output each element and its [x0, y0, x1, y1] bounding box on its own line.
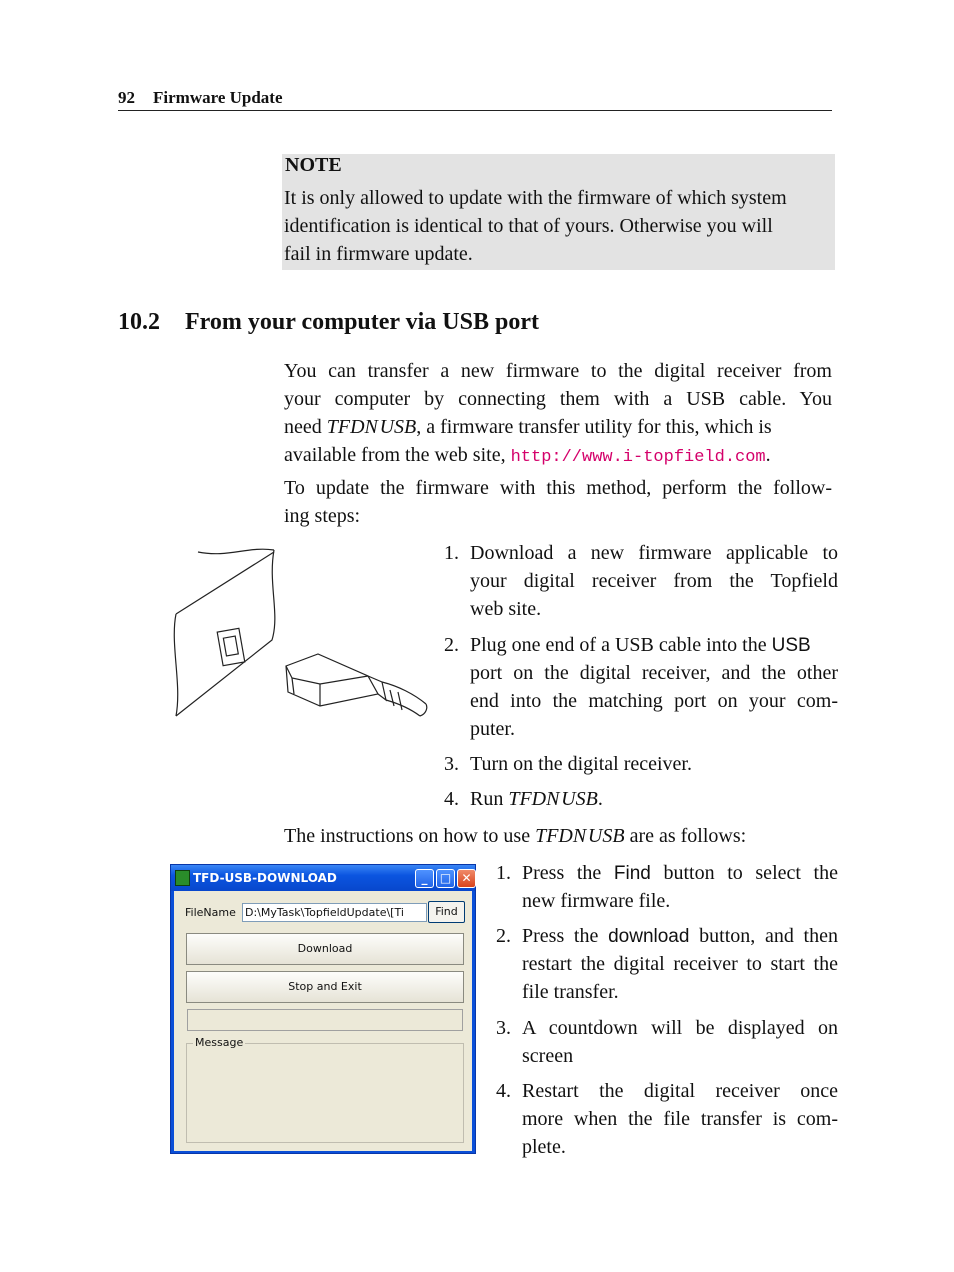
paragraph-line: You can transfer a new firmware to the digital receiver from	[284, 360, 832, 382]
paragraph-line: your computer by connecting them with a USB cable. You	[284, 388, 832, 410]
list-item: Turn on the digital receiver.	[470, 753, 692, 775]
step-number: 3.	[496, 1017, 511, 1039]
progress-bar	[187, 1009, 463, 1031]
list-item: Restart the digital receiver once	[522, 1080, 838, 1102]
window-title: TFD-USB-DOWNLOAD	[193, 871, 337, 885]
list-item: web site.	[470, 598, 542, 620]
step-number: 4.	[444, 788, 459, 810]
list-item: more when the file transfer is com-	[522, 1108, 838, 1130]
paragraph-line: To update the firmware with this method, perform the follow-	[284, 477, 832, 499]
step-number: 1.	[496, 862, 511, 884]
list-item: Run TFDN USB.	[470, 788, 603, 810]
step-number: 4.	[496, 1080, 511, 1102]
step-number: 1.	[444, 542, 459, 564]
list-item: your digital receiver from the Topfield	[470, 570, 838, 592]
window-client-area	[174, 891, 472, 1151]
note-title: NOTE	[285, 154, 342, 176]
download-button[interactable]: Download	[186, 933, 464, 965]
filename-input[interactable]: D:\MyTask\TopfieldUpdate\[Ti	[242, 903, 427, 922]
paragraph-line: ing steps:	[284, 505, 361, 527]
section-number: 10.2	[118, 309, 160, 335]
list-item: A countdown will be displayed on	[522, 1017, 838, 1039]
window-titlebar[interactable]	[171, 865, 475, 891]
message-group	[186, 1036, 464, 1143]
step-number: 2.	[496, 925, 511, 947]
list-item: file transfer.	[522, 981, 619, 1003]
find-button[interactable]: Find	[428, 901, 465, 923]
paragraph-line: The instructions on how to use TFDN USB are as follows:	[284, 825, 747, 847]
chapter-title: Firmware Update	[153, 88, 283, 107]
paragraph-line: available from the web site, http://www.i-topfield.com.	[284, 444, 771, 467]
topfield-link[interactable]: http://www.i-topfield.com	[510, 448, 766, 467]
list-item: restart the digital receiver to start the	[522, 953, 838, 975]
paragraph-line: need TFDN USB, a firmware transfer utility for this, which is	[284, 416, 772, 438]
note-line: identification is identical to that of yours. Otherwise you will	[284, 215, 773, 237]
list-item: port on the digital receiver, and the other	[470, 662, 838, 684]
message-label: Message	[195, 1036, 244, 1049]
note-line: It is only allowed to update with the firmware of which system	[284, 187, 787, 209]
note-line: fail in firmware update.	[284, 243, 473, 265]
list-item: Press the download button, and then	[522, 925, 838, 947]
usb-connection-illustration	[168, 544, 430, 720]
list-item: screen	[522, 1045, 574, 1067]
note-box	[282, 154, 835, 270]
list-item: puter.	[470, 718, 515, 740]
page-number: 92	[118, 88, 135, 107]
list-item: Plug one end of a USB cable into the USB	[470, 634, 811, 656]
maximize-button[interactable]: □	[436, 869, 455, 888]
section-title: From your computer via USB port	[185, 309, 539, 335]
list-item: new firmware file.	[522, 890, 671, 912]
list-item: end into the matching port on your com-	[470, 690, 838, 712]
list-item: Download a new firmware applicable to	[470, 542, 838, 564]
app-icon	[175, 870, 190, 886]
running-header	[118, 86, 832, 111]
list-item: Press the Find button to select the	[522, 862, 838, 884]
step-number: 2.	[444, 634, 459, 656]
step-number: 3.	[444, 753, 459, 775]
tfd-usb-download-window	[170, 864, 476, 1154]
stop-and-exit-button[interactable]: Stop and Exit	[186, 971, 464, 1003]
minimize-button[interactable]: _	[415, 869, 434, 888]
filename-label: FileName	[185, 906, 236, 919]
close-button[interactable]: ✕	[457, 869, 476, 888]
list-item: plete.	[522, 1136, 566, 1158]
